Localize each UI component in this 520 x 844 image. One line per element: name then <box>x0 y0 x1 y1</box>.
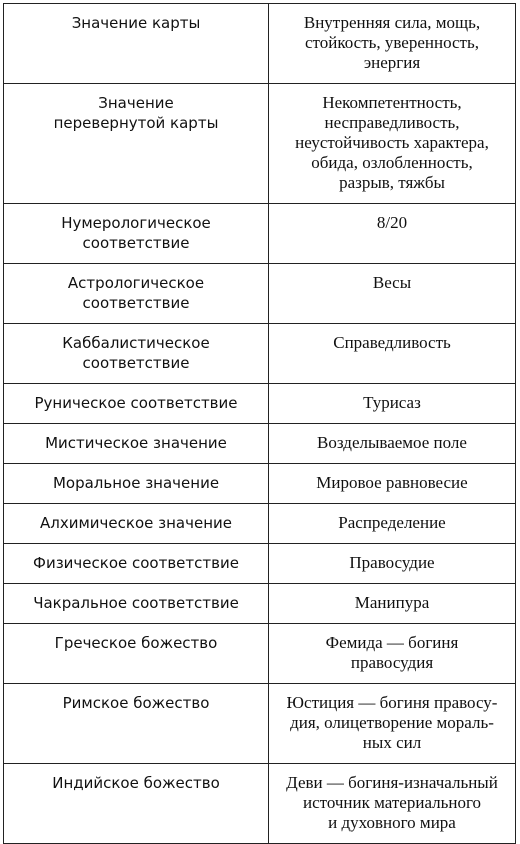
table-row <box>4 84 516 204</box>
row-value-cell <box>269 84 516 204</box>
row-label-cell <box>4 384 269 424</box>
row-value: Фемида — богиня правосудия <box>325 633 459 672</box>
row-label-cell <box>4 84 269 204</box>
row-label-cell <box>4 764 269 844</box>
table-row <box>4 504 516 544</box>
row-label: Чакральное соответствие <box>33 594 239 612</box>
row-value-cell <box>269 464 516 504</box>
row-value-cell <box>269 4 516 84</box>
row-label-cell <box>4 584 269 624</box>
row-value-cell <box>269 424 516 464</box>
table-row <box>4 204 516 264</box>
table-body <box>4 4 516 844</box>
row-value: Некомпетентность, несправедливость, неустойчивость характера, обида, озлобленность, разрыв, тяжбы <box>295 93 489 192</box>
row-value: Распределение <box>338 513 446 532</box>
row-label-cell <box>4 684 269 764</box>
table-row <box>4 584 516 624</box>
row-label: Индийское божество <box>52 774 220 792</box>
row-value-cell <box>269 624 516 684</box>
correspondence-table <box>3 3 516 844</box>
row-label: Значение карты <box>71 14 201 32</box>
row-value: Мировое равновесие <box>316 473 468 492</box>
row-label-cell <box>4 264 269 324</box>
row-label: Физическое соответствие <box>33 554 239 572</box>
table-row <box>4 4 516 84</box>
table-row <box>4 424 516 464</box>
row-value: Правосудие <box>349 553 435 572</box>
row-label-cell <box>4 504 269 544</box>
row-label-cell <box>4 624 269 684</box>
row-label: Каббалистическое соответствие <box>62 334 210 372</box>
row-value-cell <box>269 584 516 624</box>
row-value-cell <box>269 764 516 844</box>
table-row <box>4 544 516 584</box>
row-label: Алхимическое значение <box>40 514 232 532</box>
row-value: Юстиция — богиня правосу- дия, олицетворение мораль- ных сил <box>286 693 498 752</box>
row-value-cell <box>269 384 516 424</box>
row-label-cell <box>4 464 269 504</box>
table-row <box>4 264 516 324</box>
row-label-cell <box>4 204 269 264</box>
row-value: Внутренняя сила, мощь, стойкость, уверенность, энергия <box>303 13 481 72</box>
row-value-cell <box>269 204 516 264</box>
row-label: Греческое божество <box>54 634 218 652</box>
row-label: Руническое соответствие <box>34 394 238 412</box>
row-label: Римское божество <box>62 694 210 712</box>
table-row <box>4 764 516 844</box>
correspondence-table-container <box>3 3 516 844</box>
row-value-cell <box>269 324 516 384</box>
row-label: Астрологическое соответствие <box>67 274 205 312</box>
row-label-cell <box>4 324 269 384</box>
row-value-cell <box>269 264 516 324</box>
row-label: Моральное значение <box>52 474 220 492</box>
row-label: Значение перевернутой карты <box>53 94 219 132</box>
row-value-cell <box>269 504 516 544</box>
row-value: 8/20 <box>376 213 408 232</box>
row-label: Мистическое значение <box>45 434 227 452</box>
table-row <box>4 684 516 764</box>
row-value: Турисаз <box>363 393 421 412</box>
table-row <box>4 464 516 504</box>
row-label-cell <box>4 544 269 584</box>
row-label-cell <box>4 424 269 464</box>
row-value-cell <box>269 684 516 764</box>
row-label: Нумерологическое соответствие <box>61 214 211 252</box>
row-value: Справедливость <box>333 333 451 352</box>
table-row <box>4 384 516 424</box>
row-value: Манипура <box>354 593 430 612</box>
row-value-cell <box>269 544 516 584</box>
row-value: Весы <box>372 273 412 292</box>
row-value: Деви — богиня-изначальный источник материального и духовного мира <box>286 773 498 832</box>
table-row <box>4 624 516 684</box>
row-value: Возделываемое поле <box>317 433 467 452</box>
table-row <box>4 324 516 384</box>
row-label-cell <box>4 4 269 84</box>
